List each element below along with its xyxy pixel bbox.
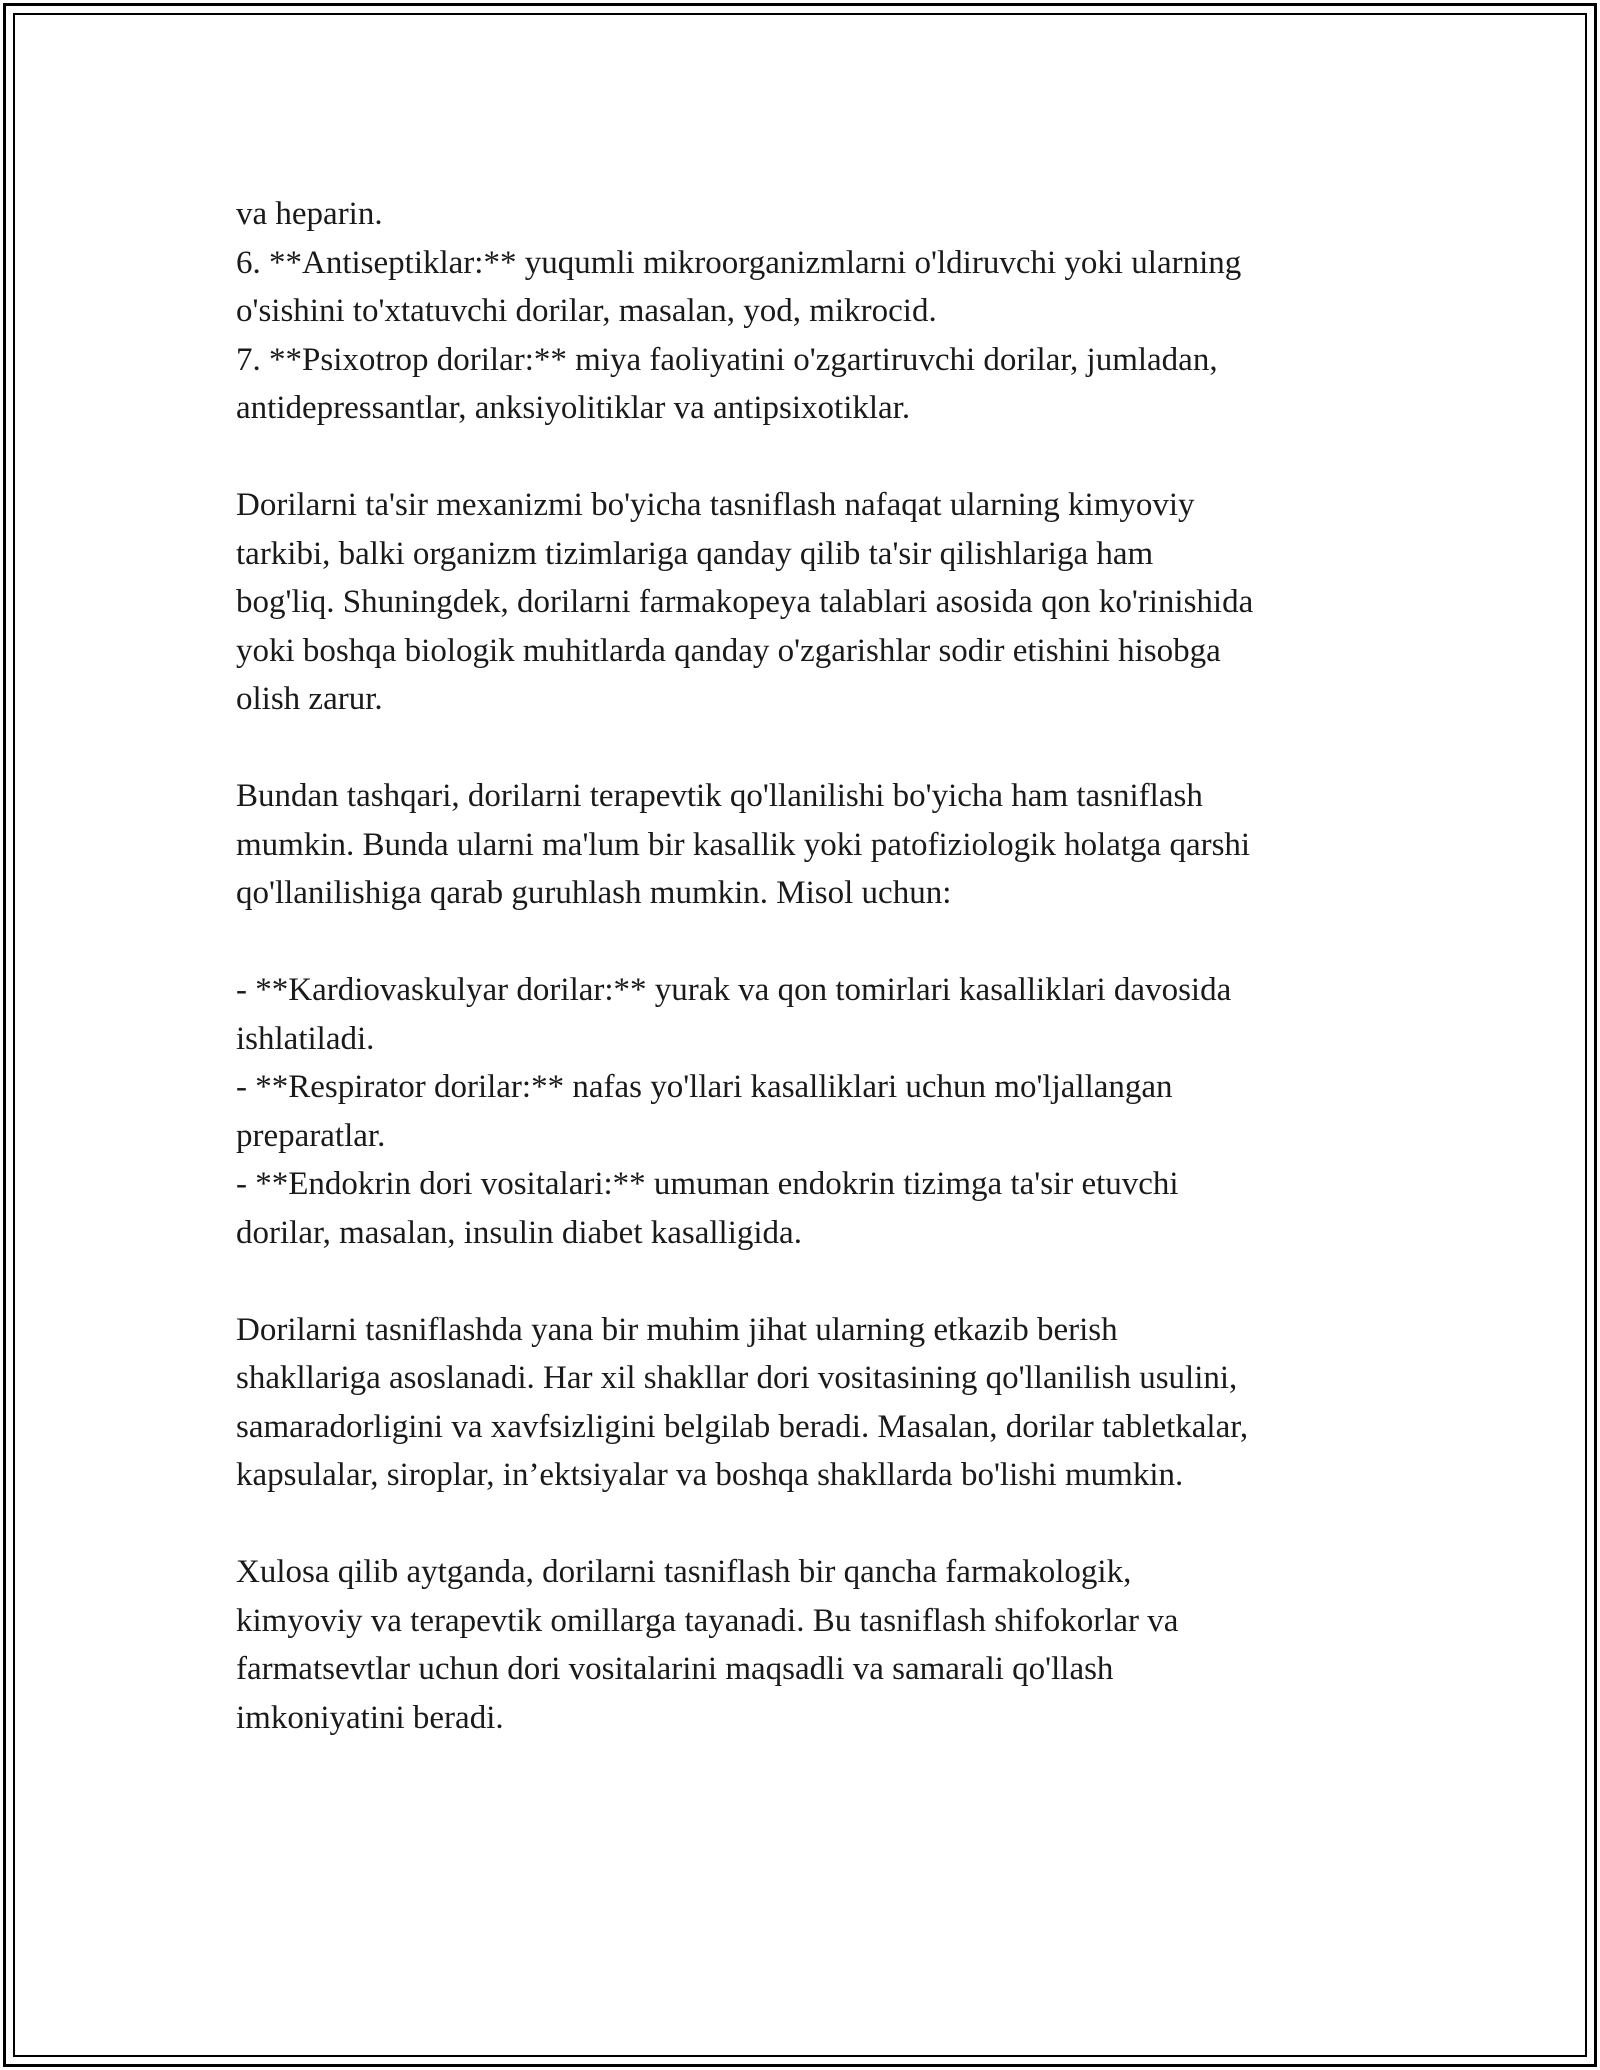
text-line: - **Respirator dorilar:** nafas yo'llari kasalliklari uchun mo'ljallangan: [236, 1069, 1173, 1105]
text-line: shakllariga asoslanadi. Har xil shakllar dori vositasining qo'llanilish usulini,: [236, 1360, 1238, 1396]
text-line: kapsulalar, siroplar, in’ektsiyalar va boshqa shakllarda bo'lishi mumkin.: [236, 1457, 1184, 1493]
paragraph-gap: [236, 724, 1406, 773]
text-line: bog'liq. Shuningdek, dorilarni farmakopeya talablari asosida qon ko'rinishida: [236, 584, 1254, 620]
document-body: [236, 190, 1406, 1742]
text-line: yoki boshqa biologik muhitlarda qanday o'zgarishlar sodir etishini hisobga: [236, 632, 1221, 669]
text-line: ishlatiladi.: [236, 1020, 375, 1057]
text-line: Bundan tashqari, dorilarni terapevtik qo'llanilishi bo'yicha ham tasniflash: [236, 778, 1203, 814]
text-line: 7. **Psixotrop dorilar:** miya faoliyatini o'zgartiruvchi dorilar, jumladan,: [236, 341, 1218, 378]
text-line: - **Kardiovaskulyar dorilar:** yurak va qon tomirlari kasalliklari davosida: [236, 972, 1232, 1008]
text-line: Xulosa qilib aytganda, dorilarni tasniflash bir qancha farmakologik,: [236, 1554, 1132, 1590]
text-line: tarkibi, balki organizm tizimlariga qanday qilib ta'sir qilishlariga ham: [236, 535, 1154, 572]
paragraph-gap: [236, 1500, 1406, 1549]
paragraph-gap: [236, 1257, 1406, 1306]
paragraph-gap: [236, 433, 1406, 482]
text-line: 6. **Antiseptiklar:** yuqumli mikroorganizmlarni o'ldiruvchi yoki ularning: [236, 244, 1242, 281]
text-line: o'sishini to'xtatuvchi dorilar, masalan, yod, mikrocid.: [236, 293, 937, 329]
text-line: Dorilarni ta'sir mexanizmi bo'yicha tasniflash nafaqat ularning kimyoviy: [236, 487, 1195, 523]
text-line: dorilar, masalan, insulin diabet kasalligida.: [236, 1214, 802, 1251]
text-line: olish zarur.: [236, 681, 383, 717]
text-line: imkoniyatini beradi.: [236, 1699, 504, 1736]
text-line: qo'llanilishiga qarab guruhlash mumkin. Misol uchun:: [236, 875, 952, 911]
text-line: kimyoviy va terapevtik omillarga tayanadi. Bu tasniflash shifokorlar va: [236, 1602, 1179, 1639]
text-line: mumkin. Bunda ularni ma'lum bir kasallik yoki patofiziologik holatga qarshi: [236, 826, 1251, 863]
text-line: antidepressantlar, anksiyolitiklar va antipsixotiklar.: [236, 390, 911, 426]
text-line: Dorilarni tasniflashda yana bir muhim jihat ularning etkazib berish: [236, 1311, 1118, 1348]
text-line: va heparin.: [236, 196, 383, 232]
text-line: samaradorligini va xavfsizligini belgilab beradi. Masalan, dorilar tabletkalar,: [236, 1408, 1249, 1445]
text-line: - **Endokrin dori vositalari:** umuman endokrin tizimga ta'sir etuvchi: [236, 1166, 1179, 1202]
text-line: preparatlar.: [236, 1117, 386, 1154]
paragraph-gap: [236, 918, 1406, 967]
text-line: farmatsevtlar uchun dori vositalarini maqsadli va samarali qo'llash: [236, 1651, 1114, 1687]
